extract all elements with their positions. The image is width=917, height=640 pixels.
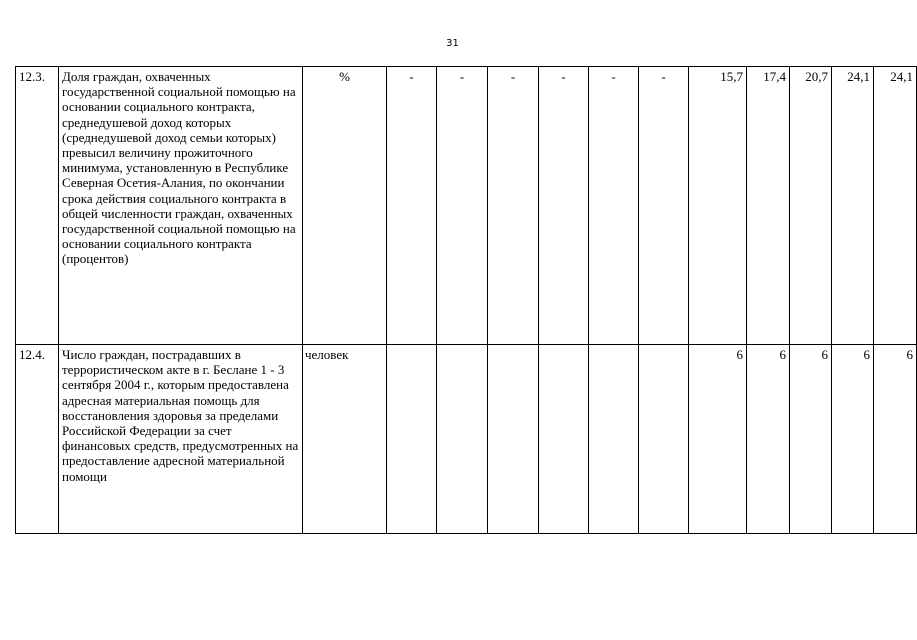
page-number: 31 [446, 38, 459, 49]
value-cell [437, 345, 488, 534]
value-cell [488, 345, 539, 534]
value-cell: 6 [747, 345, 790, 534]
value-cell: 6 [832, 345, 874, 534]
value-cell: 6 [874, 345, 917, 534]
value-cell: 6 [790, 345, 832, 534]
indicator-name: Доля граждан, охваченных государственной социальной помощью на основании социального контракта, среднедушевой доход которых (среднедушевой доход семьи которых) превысил величину прожиточного минимума, установленную в Республике Северная Осетия-Алания, по окончании срока действия социального контракта в общей численности граждан, охваченных государственной социальной помощью на основании социального контракта (процентов) [59, 67, 303, 345]
value-cell: - [639, 67, 689, 345]
value-cell [539, 345, 589, 534]
indicators-table [15, 66, 917, 534]
value-cell: - [387, 67, 437, 345]
value-cell: 6 [689, 345, 747, 534]
table-row [16, 345, 917, 534]
value-cell [639, 345, 689, 534]
value-cell [387, 345, 437, 534]
row-number: 12.3. [16, 67, 59, 345]
indicator-name: Число граждан, пострадавших в террористическом акте в г. Беслане 1 - 3 сентября 2004 г., которым предоставлена адресная материальная помощь для восстановления здоровья за пределами Российской Федерации за счет финансовых средств, предусмотренных на предоставление адресной материальной помощи [59, 345, 303, 534]
value-cell: 24,1 [874, 67, 917, 345]
row-number: 12.4. [16, 345, 59, 534]
table-row [16, 67, 917, 345]
value-cell [589, 345, 639, 534]
value-cell: 17,4 [747, 67, 790, 345]
value-cell: 24,1 [832, 67, 874, 345]
value-cell: - [488, 67, 539, 345]
value-cell: 20,7 [790, 67, 832, 345]
value-cell: - [589, 67, 639, 345]
value-cell: - [539, 67, 589, 345]
value-cell: 15,7 [689, 67, 747, 345]
unit-cell: человек [303, 345, 387, 534]
unit-cell: % [303, 67, 387, 345]
value-cell: - [437, 67, 488, 345]
